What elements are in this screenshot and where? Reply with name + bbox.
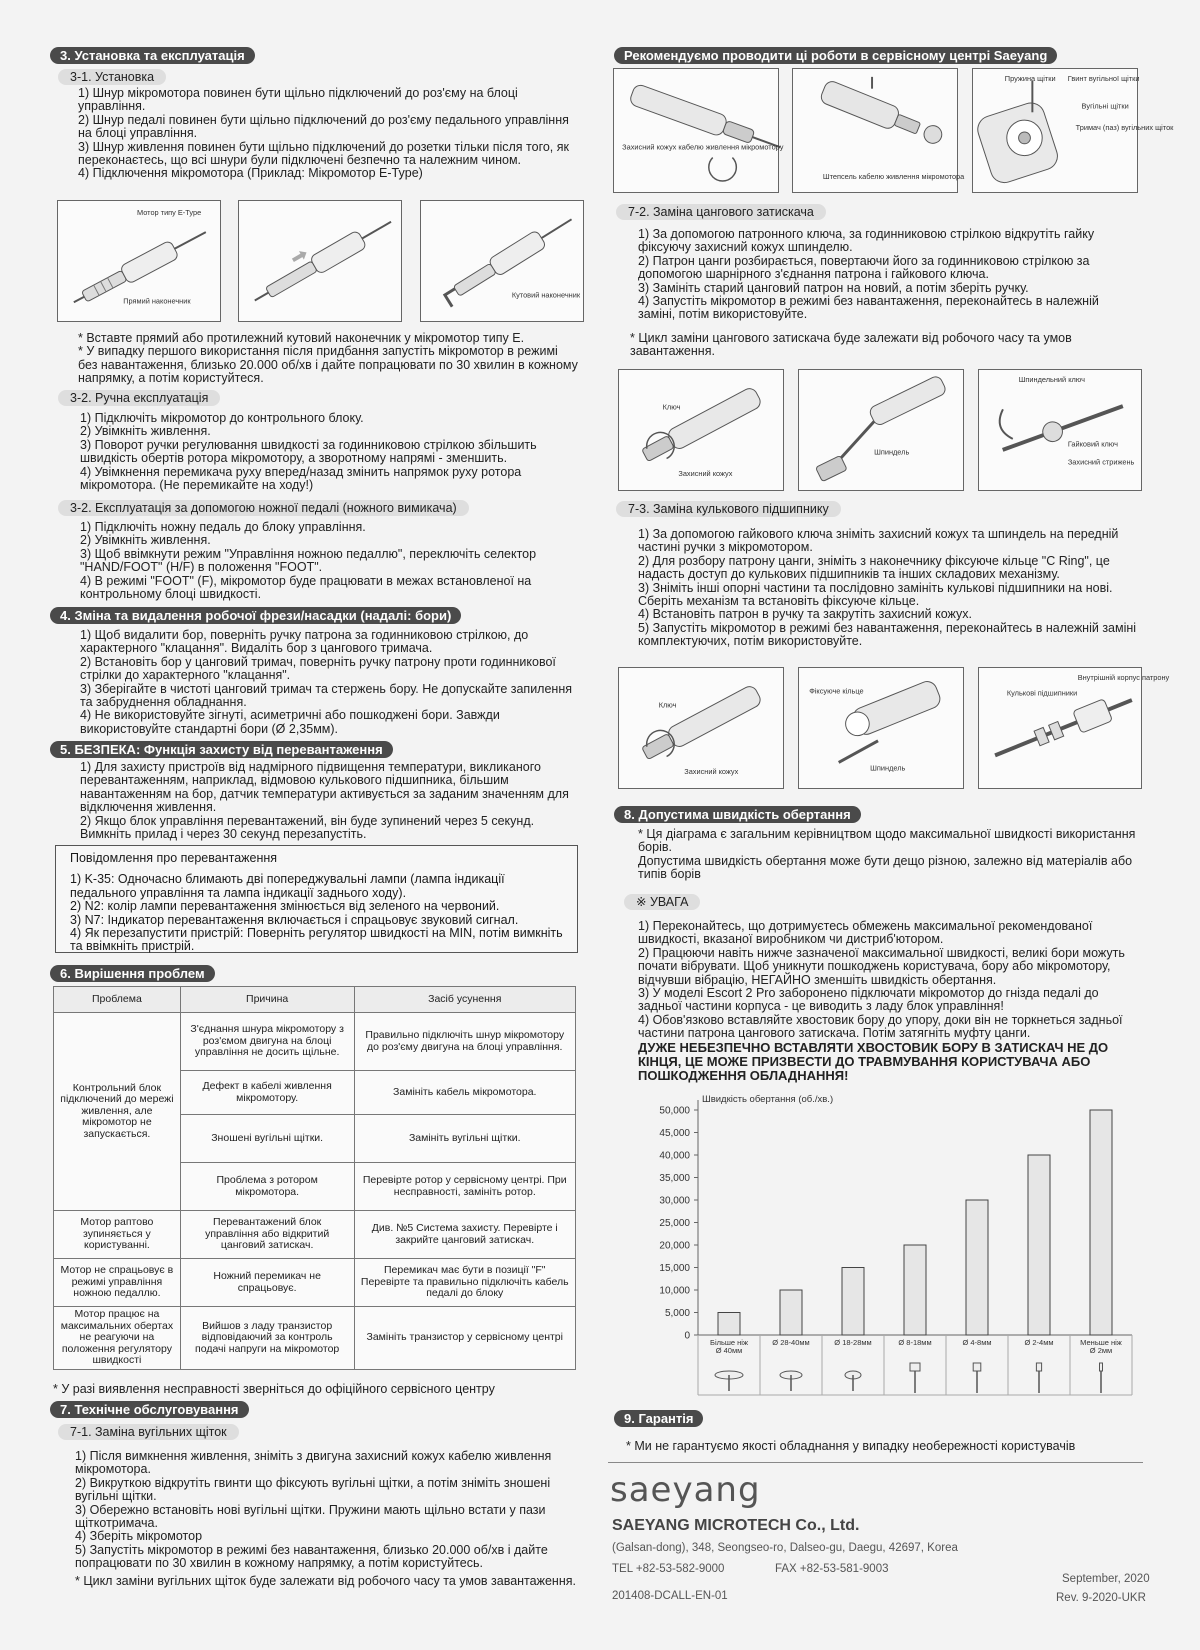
fig-rod-label: Захисний стрижень [1067,457,1135,467]
table-cell-problem-3: Мотор не спрацьовує в режимі управління ножною педаллю. [54,1259,181,1307]
fig-c3-label: Вугільні щітки [1081,101,1129,111]
s3-p3: 3) Шнур живлення повинен бути щільно підключений до розетки тільки після того, як переконаєтесь, що всі шнури були підключені безпечно та належним чином. [78,139,569,168]
chart-category-label: Меньше ніж [1080,1338,1122,1347]
subsection-7-2-title: 7-2. Заміна цангового затискача [616,204,826,220]
table-cell-cause-7: Вийшов з ладу транзистор відповідаючий за контроль подачі напруги на мікромотор [180,1307,354,1370]
subsection-7-1-title: 7-1. Заміна вугільних щіток [58,1424,239,1440]
table-cell-remedy-3: Замініть вугільні щітки. [354,1115,576,1163]
s73-p2: 2) Для розбору патрону цанги, зніміть з наконечнику фіксуюче кільце "C Ring", це надасть доступ до кулькових підшипників та інших складових механізму. [638,553,1110,582]
fig-ring-label: Фіксуюче кільце [809,686,864,696]
s73-p1: 1) За допомогою гайкового ключа зніміть захисний кожух та шпиндель на передній частині ручки з мікромотором. [638,527,1119,555]
section-9-title: 9. Гарантія [614,1410,703,1427]
section-6-title: 6. Вирішення проблем [50,965,215,982]
company-fax: FAX +82-53-581-9003 [775,1563,889,1575]
s72-text [638,228,1138,322]
chart-y-tick-label: 0 [684,1330,690,1342]
table-cell-cause-2: Дефект в кабелі живлення мікромотору. [180,1071,354,1115]
fig-c1-label: Пружина щітки [1004,73,1056,83]
s9-text: * Ми не гарантуємо якості обладнання у випадку необережності користувачів [626,1439,1076,1453]
s3-f3: 3) Щоб ввімкнути режим "Управління ножною педаллю", переключіть селектор "HAND/FOOT" (H/F) в положення "FOOT". [80,546,537,575]
chart-y-tick-label: 15,000 [659,1263,690,1274]
table-header-problem: Проблема [54,987,181,1013]
s3-p4: 4) Підключення мікромотора (Приклад: Мікромотор E-Type) [78,166,423,181]
s3-note-1: * Вставте прямий або протилежний кутовий наконечник у мікромотор типу E. [78,331,525,345]
section-8-title: 8. Допустима швидкість обертання [614,806,861,823]
chart-bur-icon [910,1363,920,1371]
table-cell-remedy-6: Перемикач має бути в позиції "F" Перевірте та правильно підключіть кабель педалі до блоку [354,1259,576,1307]
fig-cover-label-1: Захисний кожух [678,469,733,479]
figure-spindle-key [978,369,1142,491]
s3-p2: 2) Шнур педалі повинен бути щільно підключений до роз'єму педального управління на блоці управління. [78,112,569,141]
subsection-3-1-title: 3-1. Установка [58,69,166,85]
fig-bearings-label: Кулькові підшипники [1006,688,1078,698]
s73-p5: 5) Запустіть мікромотор в режимі без навантаження, переконайтесь в належній заміні комплектуючих, потім використовуйте. [638,620,1137,649]
fig-spindle-label-2: Шпиндель [870,763,906,773]
chart-y-tick-label: 10,000 [659,1285,690,1297]
chart-y-tick-label: 25,000 [659,1218,690,1229]
table-cell-problem-4: Мотор працює на максимальних обертах не реагуючи на положення регулятору швидкості [54,1307,181,1370]
chart-bur-icon [973,1363,981,1371]
chart-category-label: Ø 2-4мм [1024,1338,1054,1347]
s6-note: * У разі виявлення несправності зверніться до офіційного сервісного центру [53,1382,495,1396]
fig-straight-label: Прямий наконечник [123,296,191,306]
footer-divider [608,1462,1143,1463]
figure-carbon-brushes [972,68,1174,193]
collet-key-illustration [619,370,783,490]
subsection-3-2b-title: 3-2. Експлуатація за допомогою ножної педалі (ножного вимикача) [58,500,469,516]
chart-bar [780,1290,802,1335]
subsection-3-2-title: 3-2. Ручна експлуатація [58,390,220,406]
figure-bearing-key [618,667,784,789]
chart-category-label: Ø 18-28мм [834,1338,872,1347]
s7-p4: 4) Зберіть мікромотор [75,1529,203,1544]
s7-n1: * Цикл заміни вугільних щіток буде залежати від робочого часу та умов завантаження. [75,1573,576,1588]
chart-title: Швидкість обертання (об./хв.) [702,1094,834,1105]
fig-inner-label: Внутрішній корпус патрону [1077,672,1170,682]
chart-bur-icon [1100,1363,1103,1371]
chart-category-label: Більше ніж [710,1338,748,1347]
motor-illustration [58,201,220,321]
fig-cover-label-2: Захисний кожух [684,767,739,777]
spindle-key-illustration [979,370,1141,490]
table-cell-cause-6: Ножний перемикач не спрацьовує. [180,1259,354,1307]
s4-text [80,629,580,736]
table-cell-remedy-1: Правильно підключіть шнур мікромотору до роз'єму двигуна на блоці управління. [354,1013,576,1071]
angle-handpiece-illustration [421,201,583,321]
figure-straight-handpiece [238,200,402,322]
s3-m2: 2) Увімкніть живлення. [80,424,211,439]
s8-p2: Допустима швидкість обертання може бути дещо різною, залежно від матеріалів або типів борів [638,853,1133,882]
s72-p1: 1) За допомогою патронного ключа, за годинниковою стрілкою відкрутіть гайку фіксуючу захисний кожух шпинделю. [638,227,1095,255]
chart-bar [842,1268,864,1336]
document-code: 201408-DCALL-EN-01 [612,1590,728,1602]
carbon-brushes-illustration [973,69,1174,192]
fig-spindle-label: Шпиндель [874,447,910,457]
fig-motor-label: Мотор типу E-Type [137,207,202,217]
fig-key-label-1: Ключ [662,402,681,412]
overload-notice-2: 2) N2: колір лампи перевантаження змінюється від зеленого на червоний. [70,899,500,914]
fig-b1-label: Штепсель кабелю живлення мікромотора [822,172,965,182]
overload-notice-title: Повідомлення про перевантаження [70,851,278,865]
chart-bar [904,1245,926,1335]
warning-text [638,920,1141,1083]
table-cell-cause-3: Зношені вугільні щітки. [180,1115,354,1163]
fig-c4-label: Тримач (паз) вугільних щіток [1075,123,1174,133]
table-cell-problem-1: Контрольний блок підключений до мережі живлення, але мікромотор не запускається. [54,1013,181,1211]
s73-text [638,528,1140,649]
bearing-key-illustration [619,668,783,788]
troubleshooting-table [53,986,576,1370]
overload-notice-box [55,845,578,953]
table-header-remedy: Засіб усунення [354,987,576,1013]
overload-notice-1: 1) K-35: Одночасно блимають дві попереджувальні лампи (лампа індикації педального управління та лампа індикації заднього ходу). [70,872,505,900]
table-cell-cause-1: З'єднання шнура мікромотору з роз'ємом двигуна на блоці управління не досить щільне. [180,1013,354,1071]
document-revision: Rev. 9-2020-UKR [1056,1592,1146,1604]
s5-text [80,761,580,841]
chart-category-label: Ø 8-18мм [898,1338,932,1347]
fig-key-label-2: Ключ [658,700,677,710]
overload-notice-4: 4) Як перезапустити пристрій: Поверніть регулятор швидкості на MIN, потім вимкніть та ввімкніть пристрій. [70,926,563,954]
s3-p1: 1) Шнур мікромотора повинен бути щільно підключений до роз'єму на блоці управління. [78,86,518,114]
section-5-title: 5. БЕЗПЕКА: Функція захисту від перевантаження [50,741,393,758]
s73-p3: 3) Зніміть інші опорні частини та послідовно замініть кулькові підшипники на нові. Сберіть механізм та встановіть фіксуюче кільце. [638,580,1113,609]
s3-notes [78,332,578,386]
figure-power-plug [792,68,965,193]
warning-2: 2) Працюючи навіть нижче зазначеної максимальної швидкості, великі бори можуть почати вібрувати. Щоб уникнути пошкоджень користувача, бору або мікромотору, відчувши вібрацію, НЕГАЙНО зменшіть швидкість обертання. [638,945,1125,987]
s72-p4: 4) Запустіть мікромотор в режимі без навантаження, переконайтесь в належній заміні, потім використовуйте. [638,294,1099,322]
subsection-7-3-title: 7-3. Заміна кулькового підшипнику [616,501,841,517]
s7-p2: 2) Викруткою відкрутіть гвинти що фіксують вугільні щітки, а потім зніміть зношені вугільні щітки. [75,1475,551,1504]
section-7-title: 7. Технічне обслуговування [50,1401,249,1418]
s3-m4: 4) Увімкнення перемикача руху вперед/назад змінить напрямок руху ротора мікромотора. (Не перемикайте на ходу!) [80,464,522,493]
chart-bar [1090,1110,1112,1335]
warning-4: 4) Обов'язково вставляйте хвостовик бору до упору, доки він не торкнеться задньої частини патрона цангового затискача. Потім затягніть муфту цанги. [638,1012,1123,1041]
fig-nutkey-label: Гайковий ключ [1067,439,1119,449]
figure-fixing-ring [798,667,964,789]
saeyang-logo: saeyang [610,1470,761,1510]
overload-notice-3: 3) N7: Індикатор перевантаження включається і спрацьовує звуковий сигнал. [70,912,519,927]
figure-spindle [798,369,964,491]
table-header-row [54,987,576,1013]
fixing-ring-illustration [799,668,963,788]
table-cell-problem-2: Мотор раптово зупиняється у користуванні. [54,1211,181,1259]
s7-p5: 5) Запустіть мікромотор в режимі без навантаження, близько 20.000 об/хв і дайте попрацювати по 30 хвилин в кожному напрямку, а потім користуйтесь. [75,1542,548,1571]
cable-cover-illustration [614,69,784,192]
spindle-illustration [799,370,963,490]
s72-p2: 2) Патрон цанги розбирається, повертаючи його за годинниковою стрілкою за допомогою шарнірного з'єднання патрона і гайкового ключа. [638,253,1090,282]
table-row [54,1259,576,1307]
s3-manual-text [80,412,580,492]
table-header-cause: Причина [180,987,354,1013]
s4-p1: 1) Щоб видалити бор, поверніть ручку патрона за годинниковою стрілкою, до характерного "клацання". Видаліть бор з цангового тримача. [80,628,529,656]
s3-foot-text [80,521,580,601]
table-cell-cause-5: Перевантажений блок управління або відкритий цанговий затискач. [180,1211,354,1259]
figure-motor-type [57,200,221,322]
chart-category-label: Ø 40мм [715,1346,743,1355]
figure-cable-cover [613,68,784,193]
s8-text [638,828,1138,882]
chart-bar [1028,1155,1050,1335]
s8-p1: * Ця діаграма є загальним керівництвом щодо максимальної швидкості використання борів. [638,827,1136,855]
s5-p1: 1) Для захисту пристроїв від надмірного підвищення температури, викликаного перевантаженням, наприклад, відмовою кулькового підшипника, більшим навантаженням на бор, датчик температури активується за заданим значенням для відключення живлення. [80,760,569,815]
s4-p2: 2) Встановіть бор у цанговий тримач, поверніть ручку патрону проти годинникової стрілки до характерного "клацання". [80,654,556,683]
table-cell-remedy-2: Замініть кабель мікромотора. [354,1071,576,1115]
table-row [54,1211,576,1259]
chart-y-tick-label: 20,000 [659,1240,690,1252]
s73-p4: 4) Встановіть патрон в ручку та закрутіть захисний кожух. [638,607,973,622]
chart-y-tick-label: 30,000 [659,1195,690,1207]
s5-p2: 2) Якщо блок управління перевантажений, він буде зупинений через 5 секунд. Вимкніть прилад і через 30 секунд перезапустіть. [80,813,535,842]
section-3-title: 3. Установка та експлуатація [50,47,255,64]
s3-f1: 1) Підключіть ножну педаль до блоку управління. [80,520,366,534]
service-center-title: Рекомендуємо проводити ці роботи в сервісному центрі Saeyang [614,47,1057,64]
chart-category-label: Ø 28-40мм [772,1338,810,1347]
warning-5: ДУЖЕ НЕБЕЗПЕЧНО ВСТАВЛЯТИ ХВОСТОВИК БОРУ В ЗАТИСКАЧ НЕ ДО КІНЦЯ, ЦЕ МОЖЕ ПРИЗВЕСТИ ДО ТРАВМУВАННЯ КОРИСТУВАЧА АБО ПОШКОДЖЕННЯ ОБЛАДНАННЯ! [638,1039,1109,1083]
table-row [54,1013,576,1071]
s72-note: * Цикл заміни цангового затискача буде залежати від робочого часу та умов завантаження. [630,331,1072,359]
section-4-title: 4. Зміна та видалення робочої фрези/насадки (надалі: бори) [50,607,461,624]
figure-collet-key [618,369,784,491]
company-address: (Galsan-dong), 348, Seongseo-ro, Dalseo-gu, Daegu, 42697, Korea [612,1542,958,1554]
s3-f4: 4) В режимі "FOOT" (F), мікромотор буде працювати в межах встановленої на контрольному блоці швидкості. [80,573,532,602]
s7-p1: 1) Після вимкнення живлення, зніміть з двигуна захисний кожух кабелю живлення мікромотора. [75,1449,552,1477]
chart-category-label: Ø 2мм [1089,1346,1113,1355]
bearings-illustration [979,668,1170,788]
table-cell-remedy-7: Замініть транзистор у сервісному центрі [354,1307,576,1370]
fig-angle-label: Кутовий наконечник [511,290,581,300]
s7-p3: 3) Обережно встановіть нові вугільні щітки. Пружини мають щільно встати у пази щіткотримача. [75,1502,546,1531]
figure-bearings [978,667,1170,789]
table-cell-cause-4: Проблема з ротором мікромотора. [180,1163,354,1211]
table-cell-remedy-5: Див. №5 Система захисту. Перевірте і закрийте цанговий затискач. [354,1211,576,1259]
company-name: SAEYANG MICROTECH Co., Ltd. [612,1517,860,1534]
s4-p4: 4) Не використовуйте зігнуті, асиметричні або пошкоджені бори. Завжди використовуйте стандартні бори (Ø 2,35мм). [80,708,500,736]
chart-y-tick-label: 50,000 [659,1105,690,1117]
chart-y-tick-label: 40,000 [659,1150,690,1162]
warning-1: 1) Переконайтесь, що дотримуєтесь обмежень максимальної рекомендованої швидкості, вказаної виробником чи дистриб'ютором. [638,919,1093,947]
s3-install-text [60,87,580,181]
s3-f2: 2) Увімкніть живлення. [80,533,211,548]
figure-angle-handpiece [420,200,584,322]
straight-handpiece-illustration [239,201,401,321]
s72-p3: 3) Замініть старий цанговий патрон на новий, а потім зберіть ручку. [638,280,1029,295]
chart-bur-icon [1036,1363,1041,1371]
chart-category-label: Ø 4-8мм [962,1338,992,1347]
table-row [54,1307,576,1370]
chart-bar [966,1200,988,1335]
fig-a1-label: Захисний кожух кабелю живлення мікромотору [622,142,784,152]
s3-m1: 1) Підключіть мікромотор до контрольного блоку. [80,411,364,425]
s7-brush-text [75,1450,580,1588]
chart-bar [718,1313,740,1336]
chart-y-tick-label: 5,000 [664,1308,690,1319]
s3-note-2: * У випадку першого використання після придбання запустіть мікромотор в режимі без навантаження, близько 20.000 об/хв і дайте попрацювати по 30 хвилин в кожному напрямку, а потім користуйтеся. [78,344,578,386]
s4-p3: 3) Зберігайте в чистоті цанговий тримач та стержень бору. Не допускайте запилення та забруднення обладнання. [80,681,572,710]
fig-spkey-label: Шпиндельний ключ [1018,374,1085,384]
fig-c2-label: Гвинт вугільної щітки [1067,73,1140,83]
table-cell-remedy-4: Перевірте ротор у сервісному центрі. При несправності, замініть ротор. [354,1163,576,1211]
document-date: September, 2020 [1062,1573,1150,1585]
attention-badge: ※ УВАГА [624,894,700,910]
s3-m3: 3) Поворот ручки регулювання швидкості за годинниковою стрілкою збільшить швидкість обертів ротора мікромотору, а зворотному напрямі - зменшить. [80,437,537,466]
power-plug-illustration [793,69,965,192]
chart-y-tick-label: 45,000 [659,1128,690,1139]
chart-y-tick-label: 35,000 [659,1173,690,1184]
speed-chart [612,1090,1142,1400]
company-tel: TEL +82-53-582-9000 [612,1563,725,1575]
warning-3: 3) У моделі Escort 2 Pro заборонено підключати мікромотор до гнізда педалі до задньої частини корпуса - це виводить з ладу блок управління! [638,986,1099,1014]
